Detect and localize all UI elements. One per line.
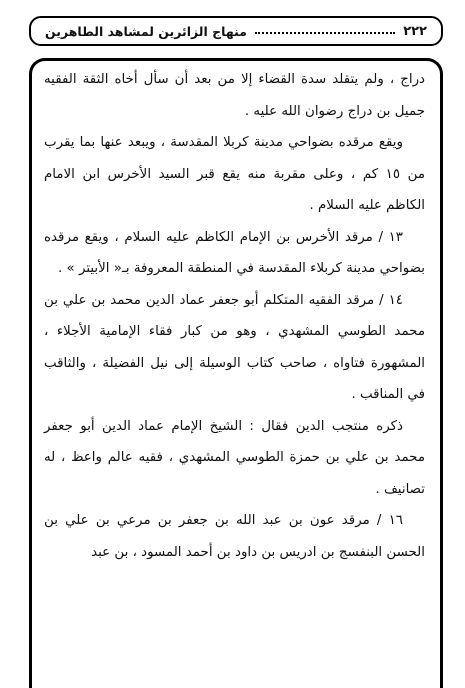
book-title: منهاج الزائرين لمشاهد الطاهرين: [45, 23, 247, 39]
page-number: ٢٢٢: [403, 23, 427, 39]
paragraph-entry-13: ١٣ / مرقد الأخرس بن الإمام الكاظم عليه السلام ، ويقع مرقده بضواحي مدينة كربلاء المقدسة في المنطقة المعروفة بـ« الأبيتر » .: [44, 229, 425, 276]
running-header: [29, 16, 443, 46]
paragraph-entry-16: ١٦ / مرقد عون بن عبد الله بن جعفر بن مرعي بن علي بن الحسن البنفسج بن ادريس بن داود بن أحمد المسود ، بن عبد: [44, 513, 425, 560]
paragraph-marqad-location: ويقع مرقده بضواحي مدينة كربلا المقدسة ، ويبعد عنها بما يقرب من ١٥ كم ، وعلى مقربة منه يقع قبر السيد الأخرس ابن الامام الكاظم عليه السلام .: [44, 135, 425, 213]
paragraph-citation: ذكره منتجب الدين فقال : الشيخ الإمام عماد الدين أبو جعفر محمد بن علي بن حمزة الطوسي المشهدي ، فقيه عالم واعظ ، له تصانيف .: [44, 418, 425, 497]
page-body: [44, 64, 425, 568]
dotted-leader: [255, 32, 395, 34]
paragraph-entry-14: ١٤ / مرقد الفقيه المتكلم أبو جعفر عماد الدين محمد بن علي بن محمد الطوسي المشهدي ، وهو من كبار فقاء الإمامية الأجلاء ، المشهورة فتاواه ، صاحب كتاب الوسيلة إلى نيل الفضيلة ، والثاقب في المناقب .: [44, 292, 425, 402]
paragraph-continued: دراج ، ولم يتقلد سدة القضاء إلا من بعد أن سأل أخاه الثقة الفقيه جميل بن دراج رضوان الله عليه .: [44, 72, 425, 119]
